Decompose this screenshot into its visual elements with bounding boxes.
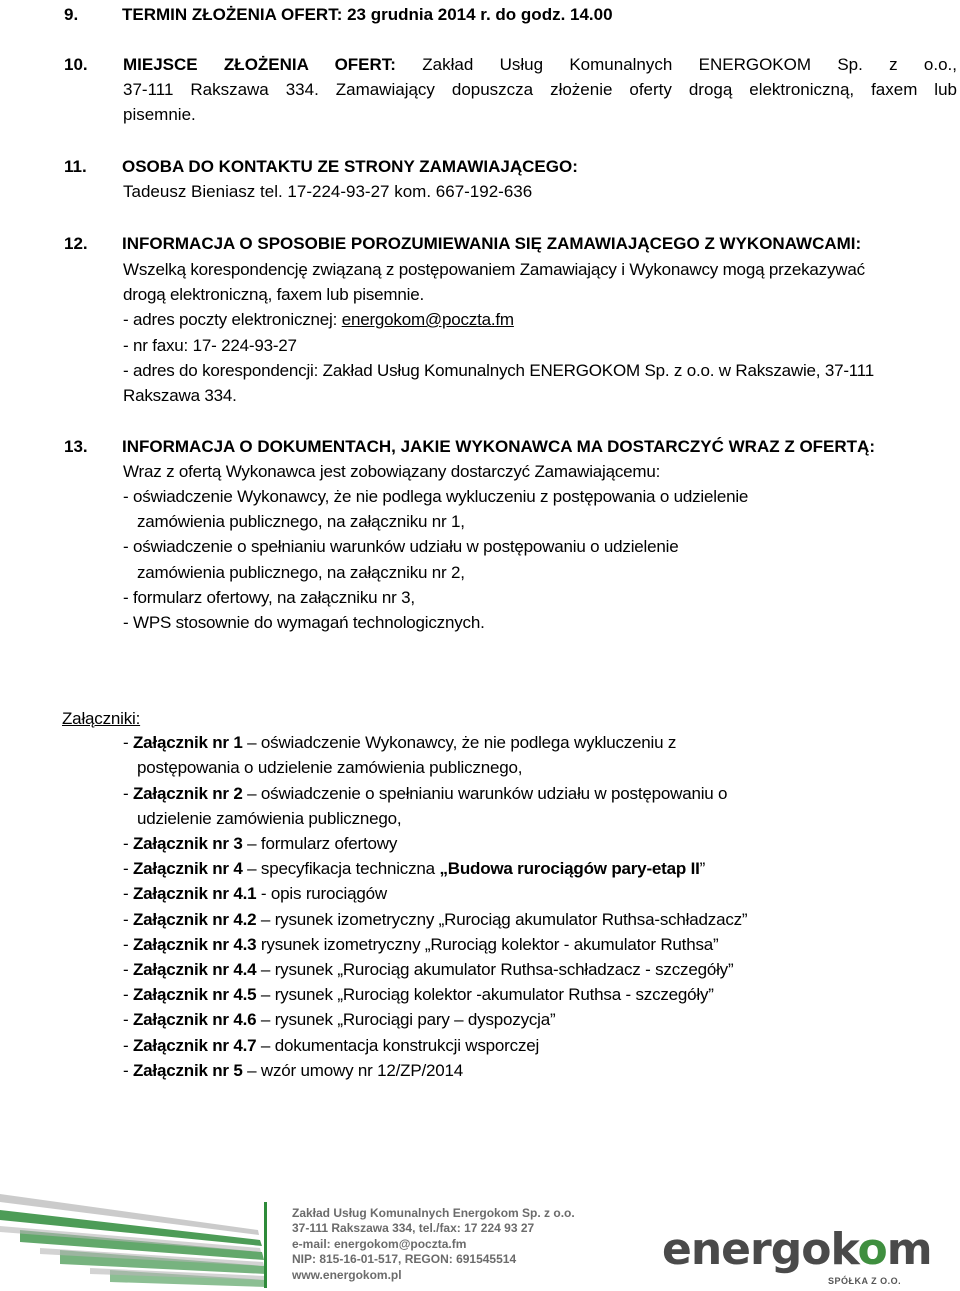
- footer-address-phone: 37-111 Rakszawa 334, tel./fax: 17 224 93 27: [292, 1221, 535, 1236]
- section-13-line5: zamówienia publicznego, na załączniku nr 2,: [137, 563, 465, 582]
- attachment-item: [123, 1010, 555, 1030]
- company-address: [292, 1206, 575, 1283]
- section-12-title: INFORMACJA O SPOSOBIE POROZUMIEWANIA SIĘ ZAMAWIAJĄCEGO Z WYKONAWCAMI:: [122, 234, 862, 253]
- attachment-item: [123, 884, 387, 904]
- section-13-line2: - oświadczenie Wykonawcy, że nie podlega wykluczeniu z postępowania o udzielenie: [123, 487, 749, 506]
- email-link[interactable]: energokom@poczta.fm: [341, 310, 514, 329]
- section-11-title: OSOBA DO KONTAKTU ZE STRONY ZAMAWIAJĄCEGO:: [122, 157, 578, 176]
- section-10-line1: [123, 55, 957, 75]
- section-13-line4: - oświadczenie o spełnianiu warunków udziału w postępowaniu o udzielenie: [123, 537, 679, 556]
- attachment-text: – formularz ofertowy: [242, 834, 398, 853]
- energokom-logo: [662, 1224, 932, 1286]
- attachment-text: – oświadczenie Wykonawcy, że nie podlega wykluczeniu z: [242, 733, 677, 752]
- section-12-line1: Wszelką korespondencję związaną z postępowaniem Zamawiający i Wykonawcy mogą przekazywać: [123, 260, 865, 279]
- section-13-heading: [64, 437, 875, 457]
- attachment-label: Załącznik nr 4.7: [132, 1036, 257, 1055]
- logo-text-m: m: [886, 1224, 932, 1275]
- attachment-label: „Budowa rurociągów pary-etap II: [439, 859, 700, 878]
- attachment-text: – specyfikacja techniczna: [242, 859, 440, 878]
- section-12-line5: - adres do korespondencji: Zakład Usług Komunalnych ENERGOKOM Sp. z o.o. w Rakszawie, 37-111: [123, 361, 875, 380]
- section-10-line3: pisemnie.: [123, 105, 196, 124]
- section-11-heading: [64, 157, 578, 177]
- logo-subtitle: SPÓŁKA Z O.O.: [828, 1276, 902, 1286]
- logo-text: [662, 1224, 932, 1275]
- email-label: - adres poczty elektronicznej:: [123, 310, 342, 329]
- section-13-line6: - formularz ofertowy, na załączniku nr 3,: [123, 588, 415, 607]
- section-12-line3: [123, 310, 514, 330]
- stripe-divider: [264, 1202, 267, 1288]
- section-13-title: INFORMACJA O DOKUMENTACH, JAKIE WYKONAWCA MA DOSTARCZYĆ WRAZ Z OFERTĄ:: [122, 437, 875, 456]
- section-10-number: [64, 55, 122, 75]
- attachment-text: -: [123, 910, 133, 929]
- attachment-text: udzielenie zamówienia publicznego,: [137, 809, 402, 828]
- attachment-item: [123, 935, 718, 955]
- section-12-line4: - nr faxu: 17- 224-93-27: [123, 336, 297, 355]
- footer-tax-ids: NIP: 815-16-01-517, REGON: 691545514: [292, 1252, 517, 1267]
- attachment-text: – rysunek „Rurociąg kolektor -akumulator Ruthsa - szczegóły”: [256, 985, 714, 1004]
- stripes-graphic: [0, 1190, 280, 1291]
- attachment-text: – oświadczenie o spełnianiu warunków udziału w postępowaniu o: [242, 784, 728, 803]
- section-10-title: MIEJSCE ZŁOŻENIA OFERT:: [123, 55, 396, 74]
- attachment-item: [123, 910, 747, 930]
- attachment-text: -: [123, 1010, 133, 1029]
- section-13-number: 13.: [64, 437, 88, 456]
- footer-website: www.energokom.pl: [292, 1267, 402, 1282]
- attachments-title: Załączniki:: [62, 709, 141, 728]
- attachment-text: -: [123, 884, 133, 903]
- attachment-text: -: [123, 935, 133, 954]
- section-13-line1: Wraz z ofertą Wykonawca jest zobowiązany dostarczyć Zamawiającemu:: [123, 462, 661, 481]
- attachment-text: rysunek izometryczny „Rurociąg kolektor - akumulator Ruthsa”: [256, 935, 719, 954]
- attachment-item: [123, 985, 714, 1005]
- attachment-text: -: [123, 834, 133, 853]
- section-9-heading: [64, 5, 613, 25]
- attachment-text: -: [123, 1061, 133, 1080]
- section-11-number: 11.: [64, 157, 87, 176]
- logo-text-energo: energo: [662, 1224, 831, 1275]
- attachment-label: Załącznik nr 4.5: [132, 985, 257, 1004]
- attachment-text: – rysunek „Rurociąg akumulator Ruthsa-schładzacz - szczegóły”: [256, 960, 734, 979]
- attachment-label: Załącznik nr 1: [132, 733, 243, 752]
- attachment-item: [123, 784, 727, 804]
- attachment-label: Załącznik nr 3: [132, 834, 243, 853]
- section-11-contact: Tadeusz Bieniasz tel. 17-224-93-27 kom. 667-192-636: [123, 182, 533, 201]
- section-12-heading: [64, 234, 861, 254]
- attachment-text: – rysunek izometryczny „Rurociąg akumulator Ruthsa-schładzacz”: [256, 910, 748, 929]
- section-13-line7: - WPS stosownie do wymagań technologicznych.: [123, 613, 485, 632]
- section-13-line3: zamówienia publicznego, na załączniku nr 1,: [137, 512, 465, 531]
- attachment-label: Załącznik nr 4: [132, 859, 243, 878]
- section-10-num: 10.: [64, 55, 88, 74]
- attachment-text: – rysunek „Rurociągi pary – dyspozycja”: [256, 1010, 556, 1029]
- footer-email: e-mail: energokom@poczta.fm: [292, 1236, 467, 1251]
- section-12-number: 12.: [64, 234, 88, 253]
- attachment-continuation: [137, 809, 401, 829]
- attachment-item: [123, 733, 676, 753]
- attachment-text: – dokumentacja konstrukcji wsporczej: [256, 1036, 540, 1055]
- section-9-number: 9.: [64, 5, 79, 24]
- attachment-text: postępowania o udzielenie zamówienia publicznego,: [137, 758, 523, 777]
- attachment-text: -: [123, 960, 133, 979]
- attachment-label: Załącznik nr 4.4: [132, 960, 257, 979]
- section-10-line2: 37-111 Rakszawa 334. Zamawiający dopuszcza złożenie oferty drogą elektroniczną, faxem lub: [123, 80, 957, 99]
- attachment-text: – wzór umowy nr 12/ZP/2014: [242, 1061, 464, 1080]
- attachment-label: Załącznik nr 5: [132, 1061, 243, 1080]
- section-12-line2: drogą elektroniczną, faxem lub pisemnie.: [123, 285, 424, 304]
- attachment-text: -: [123, 985, 133, 1004]
- attachment-item: [123, 1061, 463, 1081]
- attachment-label: Załącznik nr 4.3: [132, 935, 257, 954]
- section-9-title: TERMIN ZŁOŻENIA OFERT: 23 grudnia 2014 r. do godz. 14.00: [122, 5, 613, 24]
- attachment-item: [123, 960, 733, 980]
- attachment-text: ”: [699, 859, 706, 878]
- attachment-text: -: [123, 859, 133, 878]
- attachment-text: - opis rurociągów: [256, 884, 387, 903]
- attachment-text: -: [123, 1036, 133, 1055]
- attachment-text: -: [123, 784, 133, 803]
- logo-text-o: o: [857, 1224, 887, 1275]
- section-10-line1-rest: Zakład Usług Komunalnych ENERGOKOM Sp. z o.o.,: [395, 55, 957, 74]
- footer: [0, 1190, 960, 1291]
- attachment-text: -: [123, 733, 133, 752]
- attachment-label: Załącznik nr 4.6: [132, 1010, 257, 1029]
- attachment-item: [123, 834, 397, 854]
- attachment-item: [123, 1036, 539, 1056]
- attachment-label: Załącznik nr 2: [132, 784, 243, 803]
- footer-company-name: Zakład Usług Komunalnych Energokom Sp. z o.o.: [292, 1206, 575, 1220]
- attachment-label: Załącznik nr 4.2: [132, 910, 257, 929]
- attachment-item: [123, 859, 705, 879]
- attachment-label: Załącznik nr 4.1: [132, 884, 257, 903]
- logo-text-k: k: [830, 1224, 858, 1275]
- section-12-line6: Rakszawa 334.: [123, 386, 237, 405]
- attachment-continuation: [137, 758, 522, 778]
